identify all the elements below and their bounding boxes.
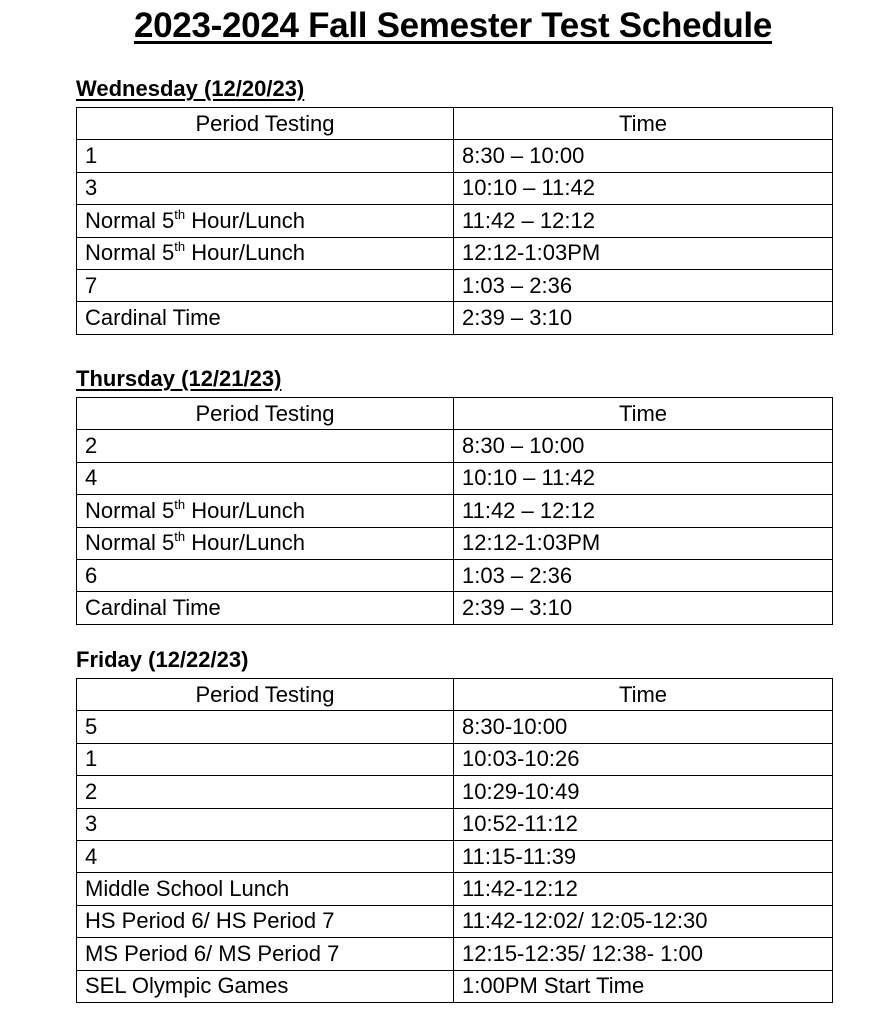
time-cell: 8:30 – 10:00 <box>454 140 833 172</box>
table-row <box>77 140 833 172</box>
table-row <box>77 938 833 970</box>
table-row <box>77 430 833 462</box>
period-cell: SEL Olympic Games <box>77 970 454 1002</box>
time-cell: 11:15-11:39 <box>454 840 833 872</box>
table-row <box>77 711 833 743</box>
time-cell: 10:52-11:12 <box>454 808 833 840</box>
table-row <box>77 808 833 840</box>
time-cell: 10:10 – 11:42 <box>454 172 833 204</box>
time-cell: 11:42 – 12:12 <box>454 495 833 527</box>
time-cell: 10:29-10:49 <box>454 776 833 808</box>
table-header-row <box>77 398 833 430</box>
table-row <box>77 905 833 937</box>
period-column-header: Period Testing <box>77 108 454 140</box>
time-cell: 11:42-12:02/ 12:05-12:30 <box>454 905 833 937</box>
table-header-row <box>77 679 833 711</box>
period-cell: MS Period 6/ MS Period 7 <box>77 938 454 970</box>
table-row <box>77 205 833 237</box>
time-cell: 1:03 – 2:36 <box>454 269 833 301</box>
table-row <box>77 559 833 591</box>
table-row <box>77 776 833 808</box>
friday-table <box>76 678 833 1003</box>
table-row <box>77 495 833 527</box>
wednesday-heading: Wednesday (12/20/23) <box>76 76 305 101</box>
time-cell: 12:12-1:03PM <box>454 527 833 559</box>
period-cell: Cardinal Time <box>77 302 454 334</box>
table-row <box>77 527 833 559</box>
period-cell: Normal 5th Hour/Lunch <box>77 527 454 559</box>
time-cell: 10:10 – 11:42 <box>454 462 833 494</box>
period-cell: HS Period 6/ HS Period 7 <box>77 905 454 937</box>
period-cell: 4 <box>77 840 454 872</box>
table-header-row <box>77 108 833 140</box>
page-title: 2023-2024 Fall Semester Test Schedule <box>133 6 773 45</box>
period-cell: Middle School Lunch <box>77 873 454 905</box>
time-cell: 2:39 – 3:10 <box>454 592 833 624</box>
time-cell: 1:00PM Start Time <box>454 970 833 1002</box>
period-cell: 2 <box>77 430 454 462</box>
time-cell: 8:30 – 10:00 <box>454 430 833 462</box>
time-cell: 10:03-10:26 <box>454 743 833 775</box>
time-column-header: Time <box>454 398 833 430</box>
time-cell: 12:12-1:03PM <box>454 237 833 269</box>
period-cell: Normal 5th Hour/Lunch <box>77 495 454 527</box>
period-cell: 1 <box>77 743 454 775</box>
table-row <box>77 302 833 334</box>
period-cell: 6 <box>77 559 454 591</box>
thursday-heading: Thursday (12/21/23) <box>76 366 282 391</box>
period-cell: Cardinal Time <box>77 592 454 624</box>
period-cell: 1 <box>77 140 454 172</box>
time-cell: 2:39 – 3:10 <box>454 302 833 334</box>
time-column-header: Time <box>454 108 833 140</box>
table-row <box>77 462 833 494</box>
thursday-table <box>76 397 833 625</box>
wednesday-table <box>76 107 833 335</box>
period-cell: 3 <box>77 808 454 840</box>
period-column-header: Period Testing <box>77 679 454 711</box>
period-cell: 3 <box>77 172 454 204</box>
period-cell: Normal 5th Hour/Lunch <box>77 205 454 237</box>
time-cell: 11:42-12:12 <box>454 873 833 905</box>
period-cell: 5 <box>77 711 454 743</box>
table-row <box>77 172 833 204</box>
period-cell: 4 <box>77 462 454 494</box>
time-column-header: Time <box>454 679 833 711</box>
time-cell: 1:03 – 2:36 <box>454 559 833 591</box>
table-row <box>77 237 833 269</box>
table-row <box>77 873 833 905</box>
table-row <box>77 970 833 1002</box>
period-cell: 7 <box>77 269 454 301</box>
time-cell: 12:15-12:35/ 12:38- 1:00 <box>454 938 833 970</box>
table-row <box>77 840 833 872</box>
table-row <box>77 592 833 624</box>
period-cell: Normal 5th Hour/Lunch <box>77 237 454 269</box>
time-cell: 11:42 – 12:12 <box>454 205 833 237</box>
table-row <box>77 269 833 301</box>
friday-heading: Friday (12/22/23) <box>76 647 249 672</box>
time-cell: 8:30-10:00 <box>454 711 833 743</box>
period-cell: 2 <box>77 776 454 808</box>
period-column-header: Period Testing <box>77 398 454 430</box>
table-row <box>77 743 833 775</box>
